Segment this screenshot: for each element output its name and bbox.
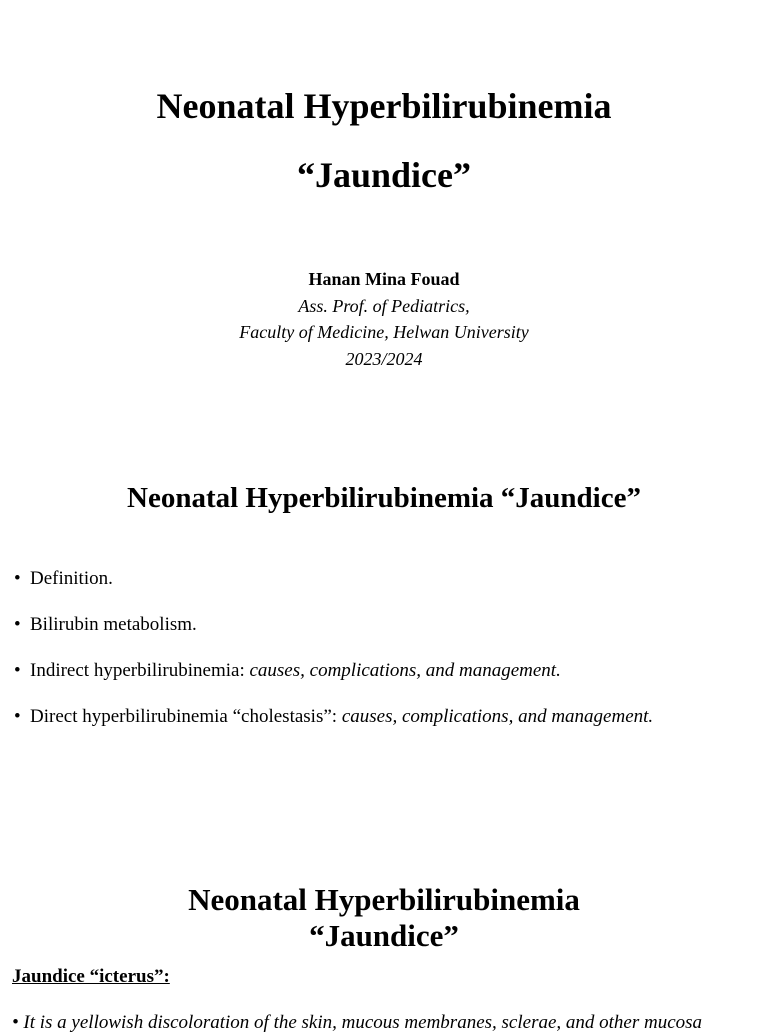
outline-list: [14, 564, 758, 748]
definition-bullet-text: It is a yellowish discoloration of the skin, mucous membranes, sclerae, and other mucosa: [23, 1012, 703, 1033]
bullet-icon: •: [14, 660, 21, 681]
list-item-text: Definition.: [30, 568, 113, 589]
author-title: Ass. Prof. of Pediatrics,: [298, 295, 470, 316]
list-item: [14, 656, 758, 702]
outline-title: Neonatal Hyperbilirubinemia “Jaundice”: [127, 482, 641, 514]
list-item: [14, 702, 758, 748]
outline-slide: [0, 440, 768, 780]
definition-title-line2: “Jaundice”: [309, 918, 459, 953]
definition-title-line1: Neonatal Hyperbilirubinemia: [188, 882, 580, 917]
slide-title-line2: “Jaundice”: [296, 155, 472, 195]
definition-bullet: [12, 1012, 768, 1034]
bullet-icon: •: [14, 614, 21, 635]
author-name: Hanan Mina Fouad: [308, 269, 460, 289]
bullet-icon: •: [14, 706, 21, 727]
title-slide: [0, 0, 768, 410]
list-item-emphasis: causes, complications, and management.: [341, 706, 654, 727]
slide-title-line1: Neonatal Hyperbilirubinemia: [156, 86, 612, 126]
list-item-text: Indirect hyperbilirubinemia:: [30, 660, 250, 681]
author-affiliation: Faculty of Medicine, Helwan University: [239, 322, 529, 342]
definition-slide: [0, 860, 768, 1033]
bullet-icon: •: [12, 1012, 19, 1033]
list-item-text: Bilirubin metabolism.: [30, 614, 197, 635]
list-item: [14, 564, 758, 610]
definition-heading: Jaundice “icterus”:: [12, 966, 170, 987]
list-item-text: Direct hyperbilirubinemia “cholestasis”:: [30, 706, 342, 727]
list-item-emphasis: causes, complications, and management.: [249, 660, 561, 681]
bullet-icon: •: [14, 568, 21, 589]
definition-title: [0, 882, 768, 954]
author-block: [0, 266, 768, 372]
list-item: [14, 610, 758, 656]
academic-year: 2023/2024: [345, 348, 423, 369]
